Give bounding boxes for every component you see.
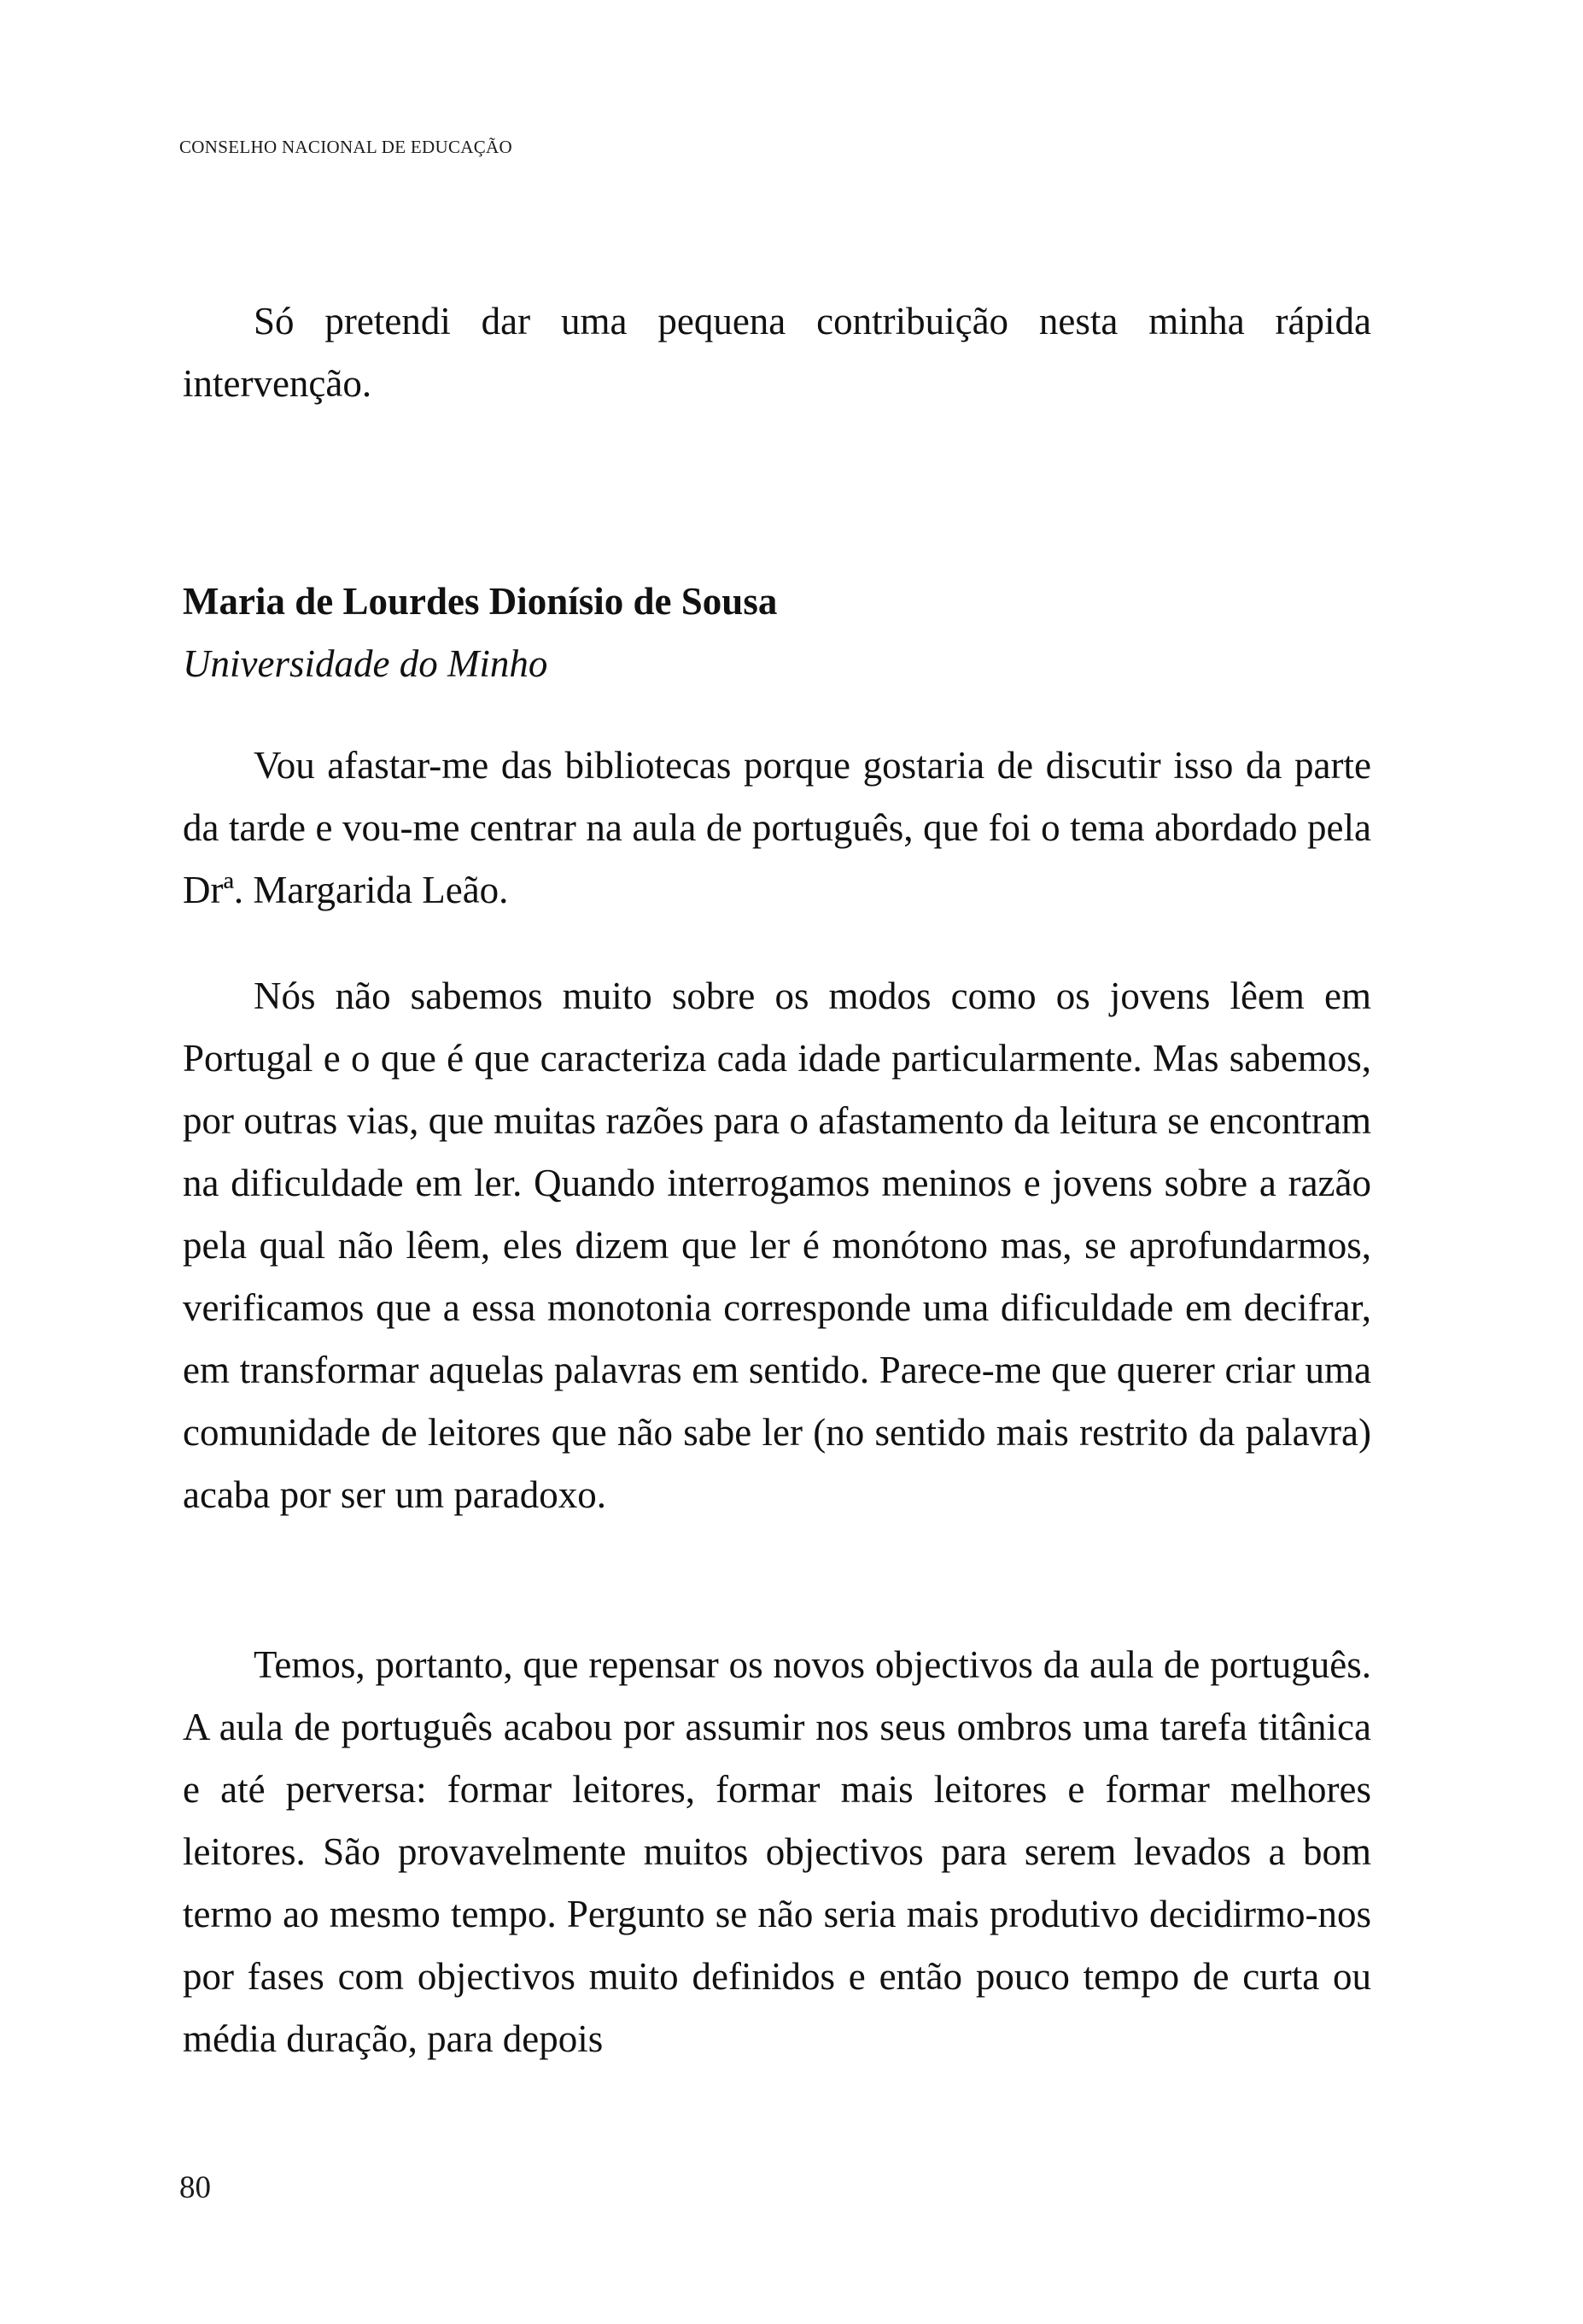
speaker-affiliation: Universidade do Minho: [183, 642, 548, 685]
speaker-name: Maria de Lourdes Dionísio de Sousa: [183, 580, 778, 623]
intro-paragraph: Só pretendi dar uma pequena contribuição nesta minha rápida intervenção.: [183, 300, 1371, 405]
speaker-block: [183, 571, 777, 695]
body-paragraph: Vou afastar-me das bibliotecas porque gostaria de discutir isso da parte da tarde e vou-me centrar na aula de português, que foi o tema abordado pela Drª. Margarida Leão.: [183, 744, 1371, 911]
running-header: CONSELHO NACIONAL DE EDUCAÇÃO: [179, 137, 512, 157]
intro-paragraph-block: [183, 290, 1371, 415]
page-number: 80: [179, 2170, 211, 2205]
body-paragraph: Nós não sabemos muito sobre os modos como os jovens lêem em Portugal e o que é que caracteriza cada idade particularmente. Mas sabemos, por outras vias, que muitas razões para o afastamento da leitura se encontram na dificuldade em ler. Quando interrogamos meninos e jovens sobre a razão pela qual não lêem, eles dizem que ler é monótono mas, se aprofundarmos, verificamos que a essa monotonia corresponde uma dificuldade em decifrar, em transformar aquelas palavras em sentido. Parece-me que querer criar uma comunidade de leitores que não sabe ler (no sentido mais restrito da palavra) acaba por ser um paradoxo.: [183, 975, 1371, 1516]
paragraph-block-3: [183, 1634, 1371, 2070]
paragraph-block-2: [183, 965, 1371, 1526]
paragraph-block-1: [183, 735, 1371, 922]
body-paragraph: Temos, portanto, que repensar os novos objectivos da aula de português. A aula de português acabou por assumir nos seus ombros uma tarefa titânica e até perversa: formar leitores, formar mais leitores e formar melhores leitores. São provavelmente muitos objectivos para serem levados a bom termo ao mesmo tempo. Pergunto se não seria mais produtivo decidirmo-nos por fases com objectivos muito definidos e então pouco tempo de curta ou média duração, para depois: [183, 1643, 1371, 2060]
